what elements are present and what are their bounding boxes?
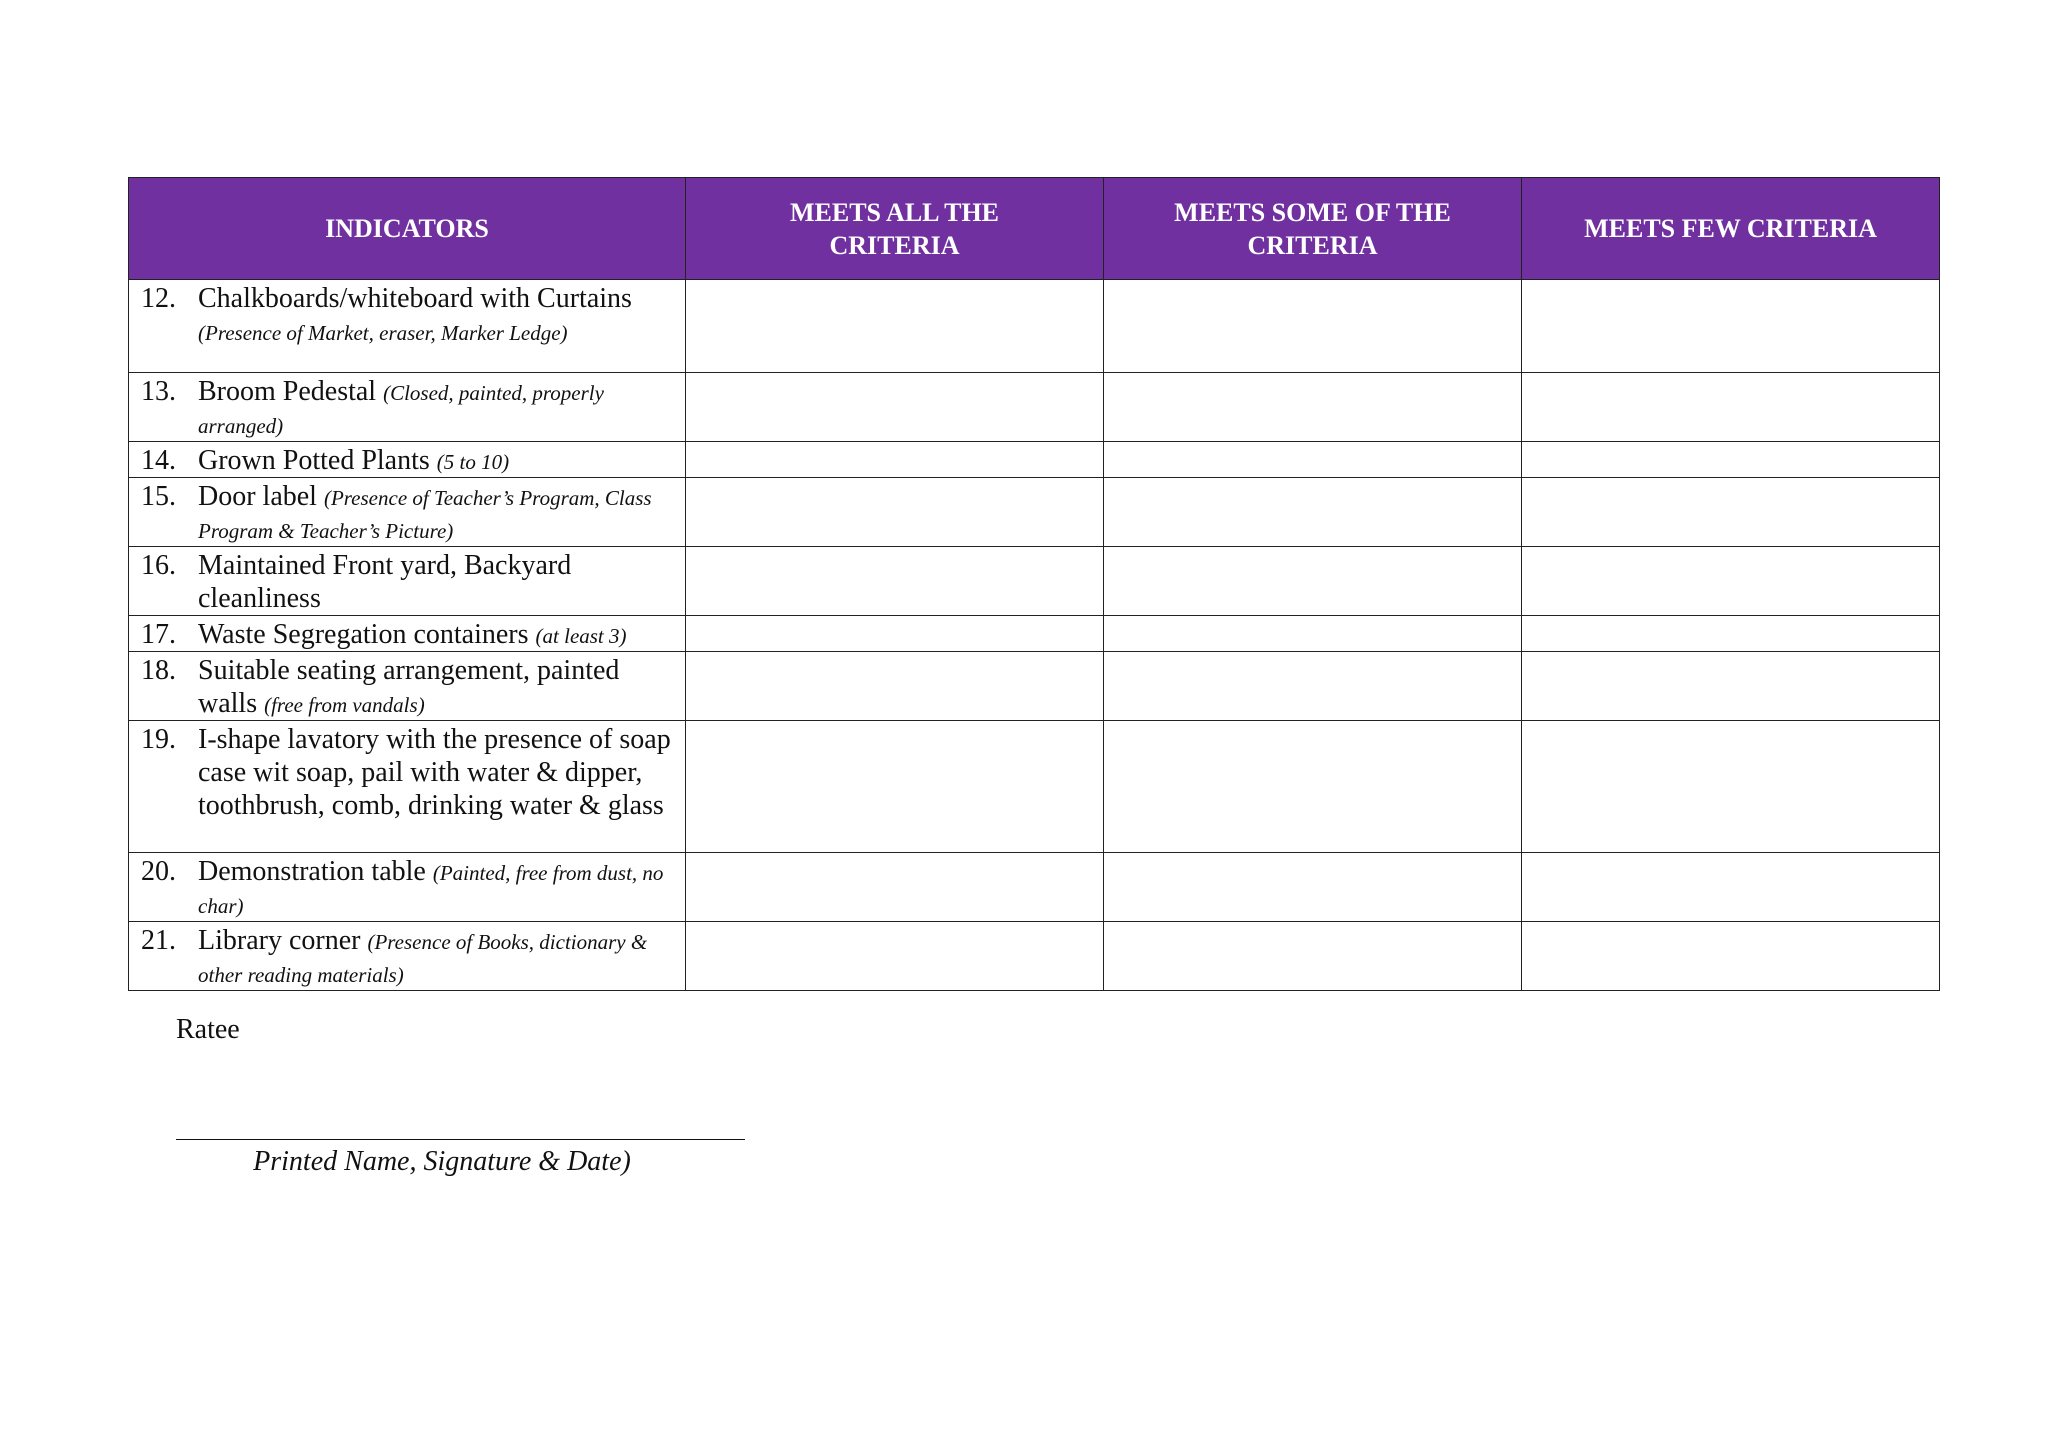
rating-cell-meets-few[interactable] — [1522, 547, 1940, 616]
ratee-label: Ratee — [176, 1014, 240, 1045]
rating-cell-meets-some[interactable] — [1104, 442, 1522, 478]
rating-cell-meets-some[interactable] — [1104, 547, 1522, 616]
rating-cell-meets-few[interactable] — [1522, 853, 1940, 922]
item-note: (Closed, painted, properly arranged) — [198, 381, 604, 438]
item-note: (at least 3) — [535, 624, 627, 648]
rating-cell-meets-some[interactable] — [1104, 478, 1522, 547]
indicator-cell — [129, 547, 686, 616]
rating-cell-meets-few[interactable] — [1522, 442, 1940, 478]
rating-cell-meets-few[interactable] — [1522, 922, 1940, 991]
item-text: Suitable seating arrangement, painted walls — [198, 655, 620, 719]
rating-cell-meets-few[interactable] — [1522, 652, 1940, 721]
rating-cell-meets-all[interactable] — [686, 373, 1104, 442]
indicator-cell — [129, 652, 686, 721]
rating-cell-meets-some[interactable] — [1104, 373, 1522, 442]
rating-cell-meets-few[interactable] — [1522, 373, 1940, 442]
item-note: (5 to 10) — [436, 450, 510, 474]
rating-cell-meets-some[interactable] — [1104, 853, 1522, 922]
rating-cell-meets-all[interactable] — [686, 616, 1104, 652]
rating-cell-meets-some[interactable] — [1104, 721, 1522, 853]
item-note: (Presence of Teacher’s Program, Class Program & Teacher’s Picture) — [198, 486, 652, 543]
item-note: (Presence of Books, dictionary & other reading materials) — [198, 930, 648, 987]
signature-caption: Printed Name, Signature & Date) — [253, 1146, 631, 1177]
item-text: Grown Potted Plants — [198, 445, 430, 476]
rating-cell-meets-all[interactable] — [686, 280, 1104, 373]
table-row — [129, 922, 1940, 991]
item-text: Demonstration table — [198, 856, 426, 887]
table-row — [129, 478, 1940, 547]
rating-cell-meets-all[interactable] — [686, 922, 1104, 991]
indicator-cell — [129, 922, 686, 991]
item-number: 12. — [141, 283, 176, 314]
item-note: (Presence of Market, eraser, Marker Ledge) — [198, 321, 568, 345]
table-row — [129, 652, 1940, 721]
table-row — [129, 616, 1940, 652]
item-number: 20. — [141, 856, 176, 887]
item-note: (Painted, free from dust, no char) — [198, 861, 664, 918]
item-text: Maintained Front yard, Backyard cleanliness — [198, 550, 572, 614]
item-note: (free from vandals) — [264, 693, 425, 717]
indicator-cell — [129, 478, 686, 547]
item-text: I-shape lavatory with the presence of soap case wit soap, pail with water & dipper, toothbrush, comb, drinking water & glass — [198, 724, 671, 821]
header-meets-few: MEETS FEW CRITERIA — [1522, 178, 1940, 280]
rating-cell-meets-all[interactable] — [686, 547, 1104, 616]
indicator-cell — [129, 442, 686, 478]
item-text: Library corner — [198, 925, 361, 956]
rating-cell-meets-some[interactable] — [1104, 616, 1522, 652]
item-text: Waste Segregation containers — [198, 619, 529, 650]
indicator-cell — [129, 373, 686, 442]
item-number: 17. — [141, 619, 176, 650]
table-row — [129, 280, 1940, 373]
rating-cell-meets-all[interactable] — [686, 478, 1104, 547]
item-text: Door label — [198, 481, 317, 512]
indicator-cell — [129, 280, 686, 373]
table-row — [129, 853, 1940, 922]
rating-cell-meets-some[interactable] — [1104, 922, 1522, 991]
rating-cell-meets-few[interactable] — [1522, 280, 1940, 373]
rating-cell-meets-some[interactable] — [1104, 280, 1522, 373]
table-row — [129, 373, 1940, 442]
item-text: Chalkboards/whiteboard with Curtains — [198, 283, 632, 314]
header-meets-some: MEETS SOME OF THE CRITERIA — [1104, 178, 1522, 280]
rating-cell-meets-all[interactable] — [686, 721, 1104, 853]
rating-cell-meets-all[interactable] — [686, 652, 1104, 721]
rating-cell-meets-few[interactable] — [1522, 721, 1940, 853]
item-number: 19. — [141, 724, 176, 755]
item-number: 16. — [141, 550, 176, 581]
table-row — [129, 721, 1940, 853]
item-number: 21. — [141, 925, 176, 956]
header-indicators: INDICATORS — [129, 178, 686, 280]
item-number: 13. — [141, 376, 176, 407]
indicator-cell — [129, 616, 686, 652]
header-row — [129, 178, 1940, 280]
table-row — [129, 442, 1940, 478]
header-meets-all: MEETS ALL THE CRITERIA — [686, 178, 1104, 280]
item-number: 18. — [141, 655, 176, 686]
rubric-table — [128, 177, 1940, 991]
signature-line — [176, 1139, 745, 1140]
item-number: 14. — [141, 445, 176, 476]
rating-cell-meets-all[interactable] — [686, 853, 1104, 922]
item-text: Broom Pedestal — [198, 376, 377, 407]
indicator-cell — [129, 853, 686, 922]
rating-cell-meets-some[interactable] — [1104, 652, 1522, 721]
item-number: 15. — [141, 481, 176, 512]
table-row — [129, 547, 1940, 616]
rating-cell-meets-all[interactable] — [686, 442, 1104, 478]
rating-cell-meets-few[interactable] — [1522, 478, 1940, 547]
rating-cell-meets-few[interactable] — [1522, 616, 1940, 652]
indicator-cell — [129, 721, 686, 853]
